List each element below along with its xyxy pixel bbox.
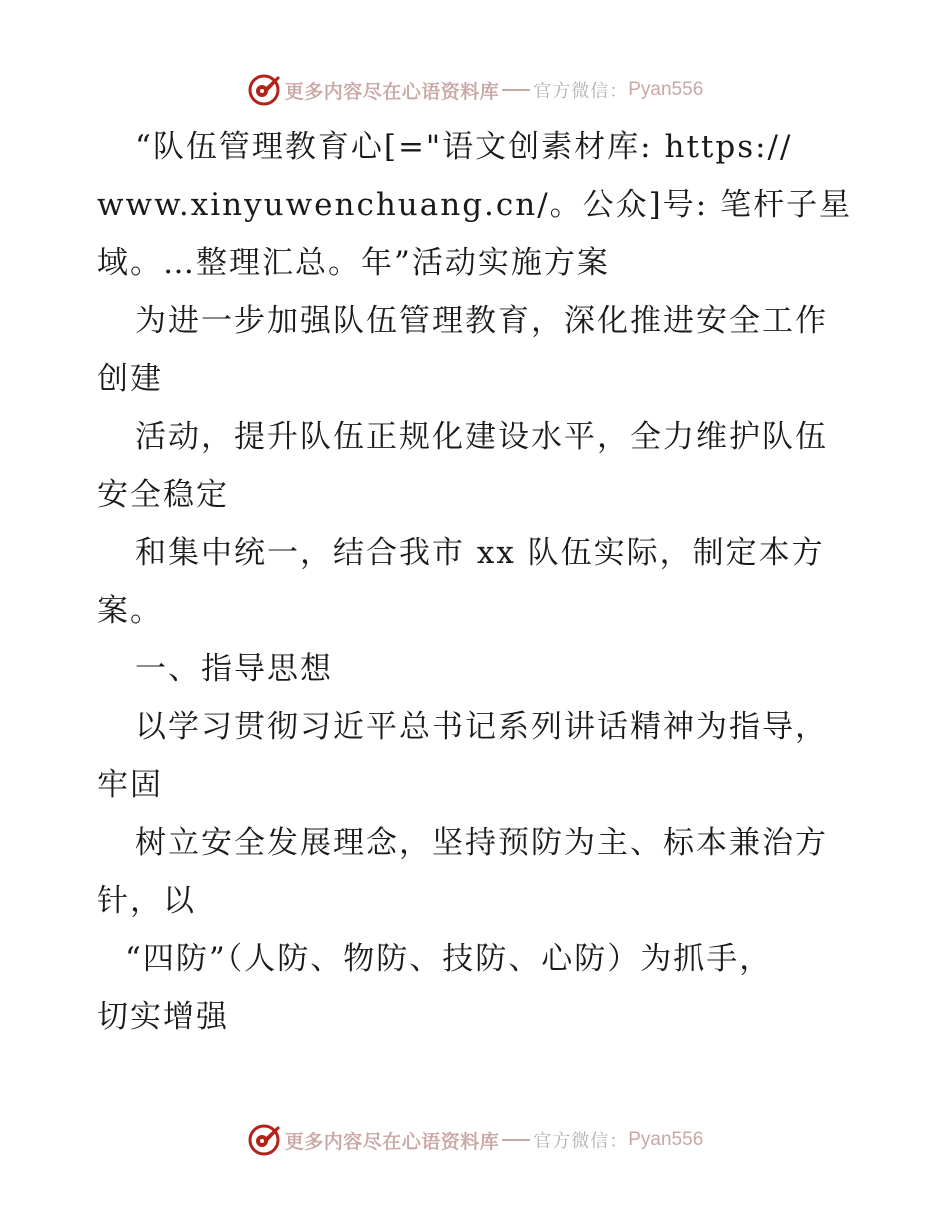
text-line: 针，以 bbox=[97, 883, 196, 919]
watermark-main-text: 更多内容尽在心语资料库 bbox=[284, 1130, 500, 1153]
text-line: 树立安全发展理念，坚持预防为主、标本兼治方 bbox=[135, 825, 828, 861]
text-line: 活动，提升队伍正规化建设水平，全力维护队伍 bbox=[135, 419, 828, 455]
text-line: www.xinyuwenchuang.cn/。公众]号: 笔杆子星 bbox=[97, 187, 853, 223]
text-line: 切实增强 bbox=[97, 999, 229, 1035]
header-watermark bbox=[0, 70, 950, 110]
text-line: 域。…整理汇总。年”活动实施方案 bbox=[97, 245, 610, 281]
section-heading: 一、指导思想 bbox=[135, 651, 333, 687]
text-line: 以学习贯彻习近平总书记系列讲话精神为指导， bbox=[135, 709, 828, 745]
text-line: 和集中统一，结合我市 xx 队伍实际，制定本方 bbox=[135, 535, 825, 571]
text-line: 创建 bbox=[97, 361, 163, 397]
watermark-dash bbox=[502, 89, 530, 91]
watermark-main-text: 更多内容尽在心语资料库 bbox=[284, 80, 500, 103]
brush-logo-icon bbox=[247, 1123, 281, 1157]
watermark-id-text: Pyan556 bbox=[628, 1129, 704, 1150]
watermark-dash bbox=[502, 1139, 530, 1141]
text-line: 牢固 bbox=[97, 767, 163, 803]
text-line: 为进一步加强队伍管理教育，深化推进安全工作 bbox=[135, 303, 828, 339]
watermark-id-text: Pyan556 bbox=[628, 79, 704, 100]
text-line: 案。 bbox=[97, 593, 163, 629]
text-line: “四防”（人防、物防、技防、心防）为抓手， bbox=[125, 941, 773, 977]
text-line: 安全稳定 bbox=[97, 477, 229, 513]
footer-watermark bbox=[0, 1120, 950, 1160]
document-body bbox=[97, 118, 857, 1046]
watermark-sub-text: 官方微信： bbox=[533, 81, 629, 102]
watermark-sub-text: 官方微信： bbox=[533, 1131, 629, 1152]
text-line: “队伍管理教育心[="语文创素材库: https:// bbox=[135, 129, 793, 165]
brush-logo-icon bbox=[247, 73, 281, 107]
